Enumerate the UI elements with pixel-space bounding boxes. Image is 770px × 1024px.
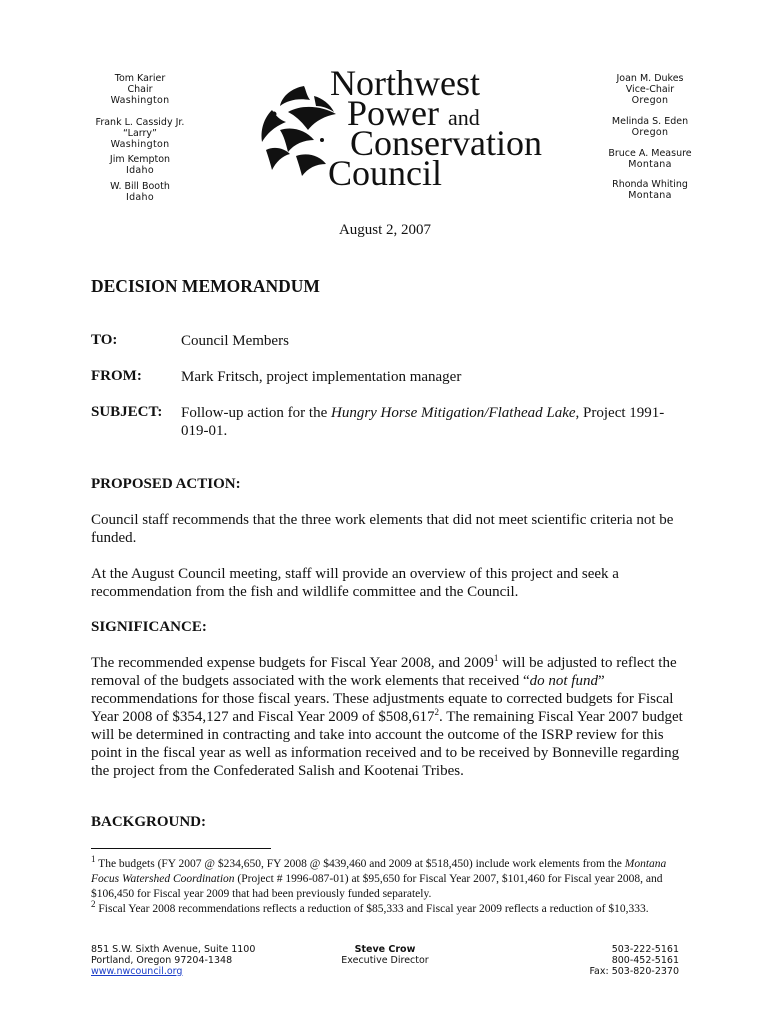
subject-post: , Project 1991-019-01. <box>181 405 665 439</box>
significance-paragraph <box>91 654 683 780</box>
proposed-action-paragraph-2: At the August Council meeting, staff will provide an overview of this project and seek a recommendation from the fish and wildlife committee and the Council. <box>91 566 619 600</box>
footer-director-title: Executive Director <box>341 955 429 966</box>
footnote-ref-1: 1 <box>493 653 499 663</box>
footnote-number-1: 1 <box>91 854 96 865</box>
council-logo <box>252 63 542 193</box>
member-jim-kempton <box>90 154 190 176</box>
subject-pre: Follow-up action for the <box>181 405 331 421</box>
proposed-action-paragraph-1: Council staff recommends that the three work elements that did not meet scientific criteria not be funded. <box>91 512 674 546</box>
significance-do-not-fund: do not fund <box>529 673 598 689</box>
footnote-divider <box>91 848 271 849</box>
to-label: TO: <box>91 332 118 348</box>
footnote-1 <box>91 854 683 902</box>
member-title: Chair <box>127 84 153 95</box>
footnote-1-text-a: The budgets (FY 2007 @ $234,650, FY 2008 @ $439,460 and 2009 at $518,450) include work elements from the <box>95 858 625 870</box>
member-name: Melinda S. Eden <box>611 116 689 127</box>
proposed-action-heading: PROPOSED ACTION: <box>91 476 241 492</box>
logo-line-council: Council <box>328 153 442 193</box>
footnote-number-2: 2 <box>91 899 96 910</box>
memo-date: August 2, 2007 <box>338 222 432 238</box>
member-rhonda-whiting <box>595 179 705 201</box>
footer-website-link[interactable]: www.nwcouncil.org <box>91 966 183 977</box>
from-value: Mark Fritsch, project implementation manager <box>181 369 462 385</box>
member-name: Tom Karier <box>114 73 166 84</box>
member-title: “Larry” <box>123 128 157 139</box>
member-state: Washington <box>110 95 170 106</box>
member-bruce-measure <box>595 148 705 170</box>
footnote-ref-2: 2 <box>434 707 439 717</box>
significance-text-1: The recommended expense budgets for Fiscal Year 2008, and 2009 <box>91 655 494 671</box>
memo-heading: DECISION MEMORANDUM <box>91 276 320 296</box>
footer-phones <box>589 944 679 977</box>
member-state: Washington <box>110 139 170 150</box>
significance-text-3: ” recommendations for those fiscal years. These adjustments equate to corrected budgets for Fiscal Year 2008 of $354,127 and Fiscal Year 2009 of $508,617 <box>91 673 674 725</box>
member-bill-booth <box>90 181 190 203</box>
footer-fax: Fax: 503-820-2370 <box>589 966 679 977</box>
from-label: FROM: <box>91 368 142 384</box>
subject-label: SUBJECT: <box>91 404 163 420</box>
footer-director-name: Steve Crow <box>354 944 416 955</box>
significance-heading: SIGNIFICANCE: <box>91 619 207 635</box>
member-tom-karier <box>90 73 190 106</box>
to-value: Council Members <box>181 333 289 349</box>
member-melinda-eden <box>595 116 705 138</box>
logo-line-conservation: Conservation <box>350 123 542 163</box>
footnote-1-text-b: (Project # 1996-087-01) at $95,650 for Fiscal Year 2007, $101,460 for Fiscal year 2008, and $106,450 for Fiscal year 2009 that had been previously funded separately. <box>91 873 663 900</box>
logo-word-power: Power <box>347 93 439 133</box>
member-state: Idaho <box>126 192 154 203</box>
subject-value <box>181 404 681 440</box>
footer-phone-1: 503-222-5161 <box>611 944 679 955</box>
footer-address-line-1: 851 S.W. Sixth Avenue, Suite 1100 <box>91 944 256 955</box>
background-heading: BACKGROUND: <box>91 814 206 830</box>
logo-word-and: and <box>448 105 480 130</box>
subject-project-title: Hungry Horse Mitigation/Flathead Lake <box>330 405 576 421</box>
significance-text-2: will be adjusted to reflect the removal of the budgets associated with the work elements that received “ <box>91 655 677 689</box>
member-state: Idaho <box>126 165 154 176</box>
member-name: W. Bill Booth <box>110 181 170 192</box>
member-state: Montana <box>628 190 672 201</box>
member-frank-cassidy <box>80 117 200 150</box>
member-state: Oregon <box>631 127 669 138</box>
footnote-2 <box>91 899 683 917</box>
member-joan-dukes <box>595 73 705 106</box>
significance-text-4: . The remaining Fiscal Year 2007 budget will be determined in contracting and take into account the outcome of the ISRP review for this point in the fiscal year as well as information received and to be received by Bonneville regarding the project from the Confederated Salish and Kootenai Tribes. <box>91 709 683 779</box>
member-name: Bruce A. Measure <box>608 148 692 159</box>
logo-line-northwest: Northwest <box>330 63 480 103</box>
footer-address-line-2: Portland, Oregon 97204-1348 <box>91 955 233 966</box>
member-name: Rhonda Whiting <box>612 179 688 190</box>
member-name: Joan M. Dukes <box>616 73 684 84</box>
member-name: Frank L. Cassidy Jr. <box>95 117 185 128</box>
member-title: Vice-Chair <box>625 84 675 95</box>
member-name: Jim Kempton <box>109 154 171 165</box>
footnote-2-text: Fiscal Year 2008 recommendations reflects a reduction of $85,333 and Fiscal year 2009 reflects a reduction of $10,333. <box>95 903 649 915</box>
footer-phone-2: 800-452-5161 <box>611 955 679 966</box>
footnote-1-project-name: Montana Focus Watershed Coordination <box>91 858 667 885</box>
member-state: Montana <box>628 159 672 170</box>
member-state: Oregon <box>631 95 669 106</box>
